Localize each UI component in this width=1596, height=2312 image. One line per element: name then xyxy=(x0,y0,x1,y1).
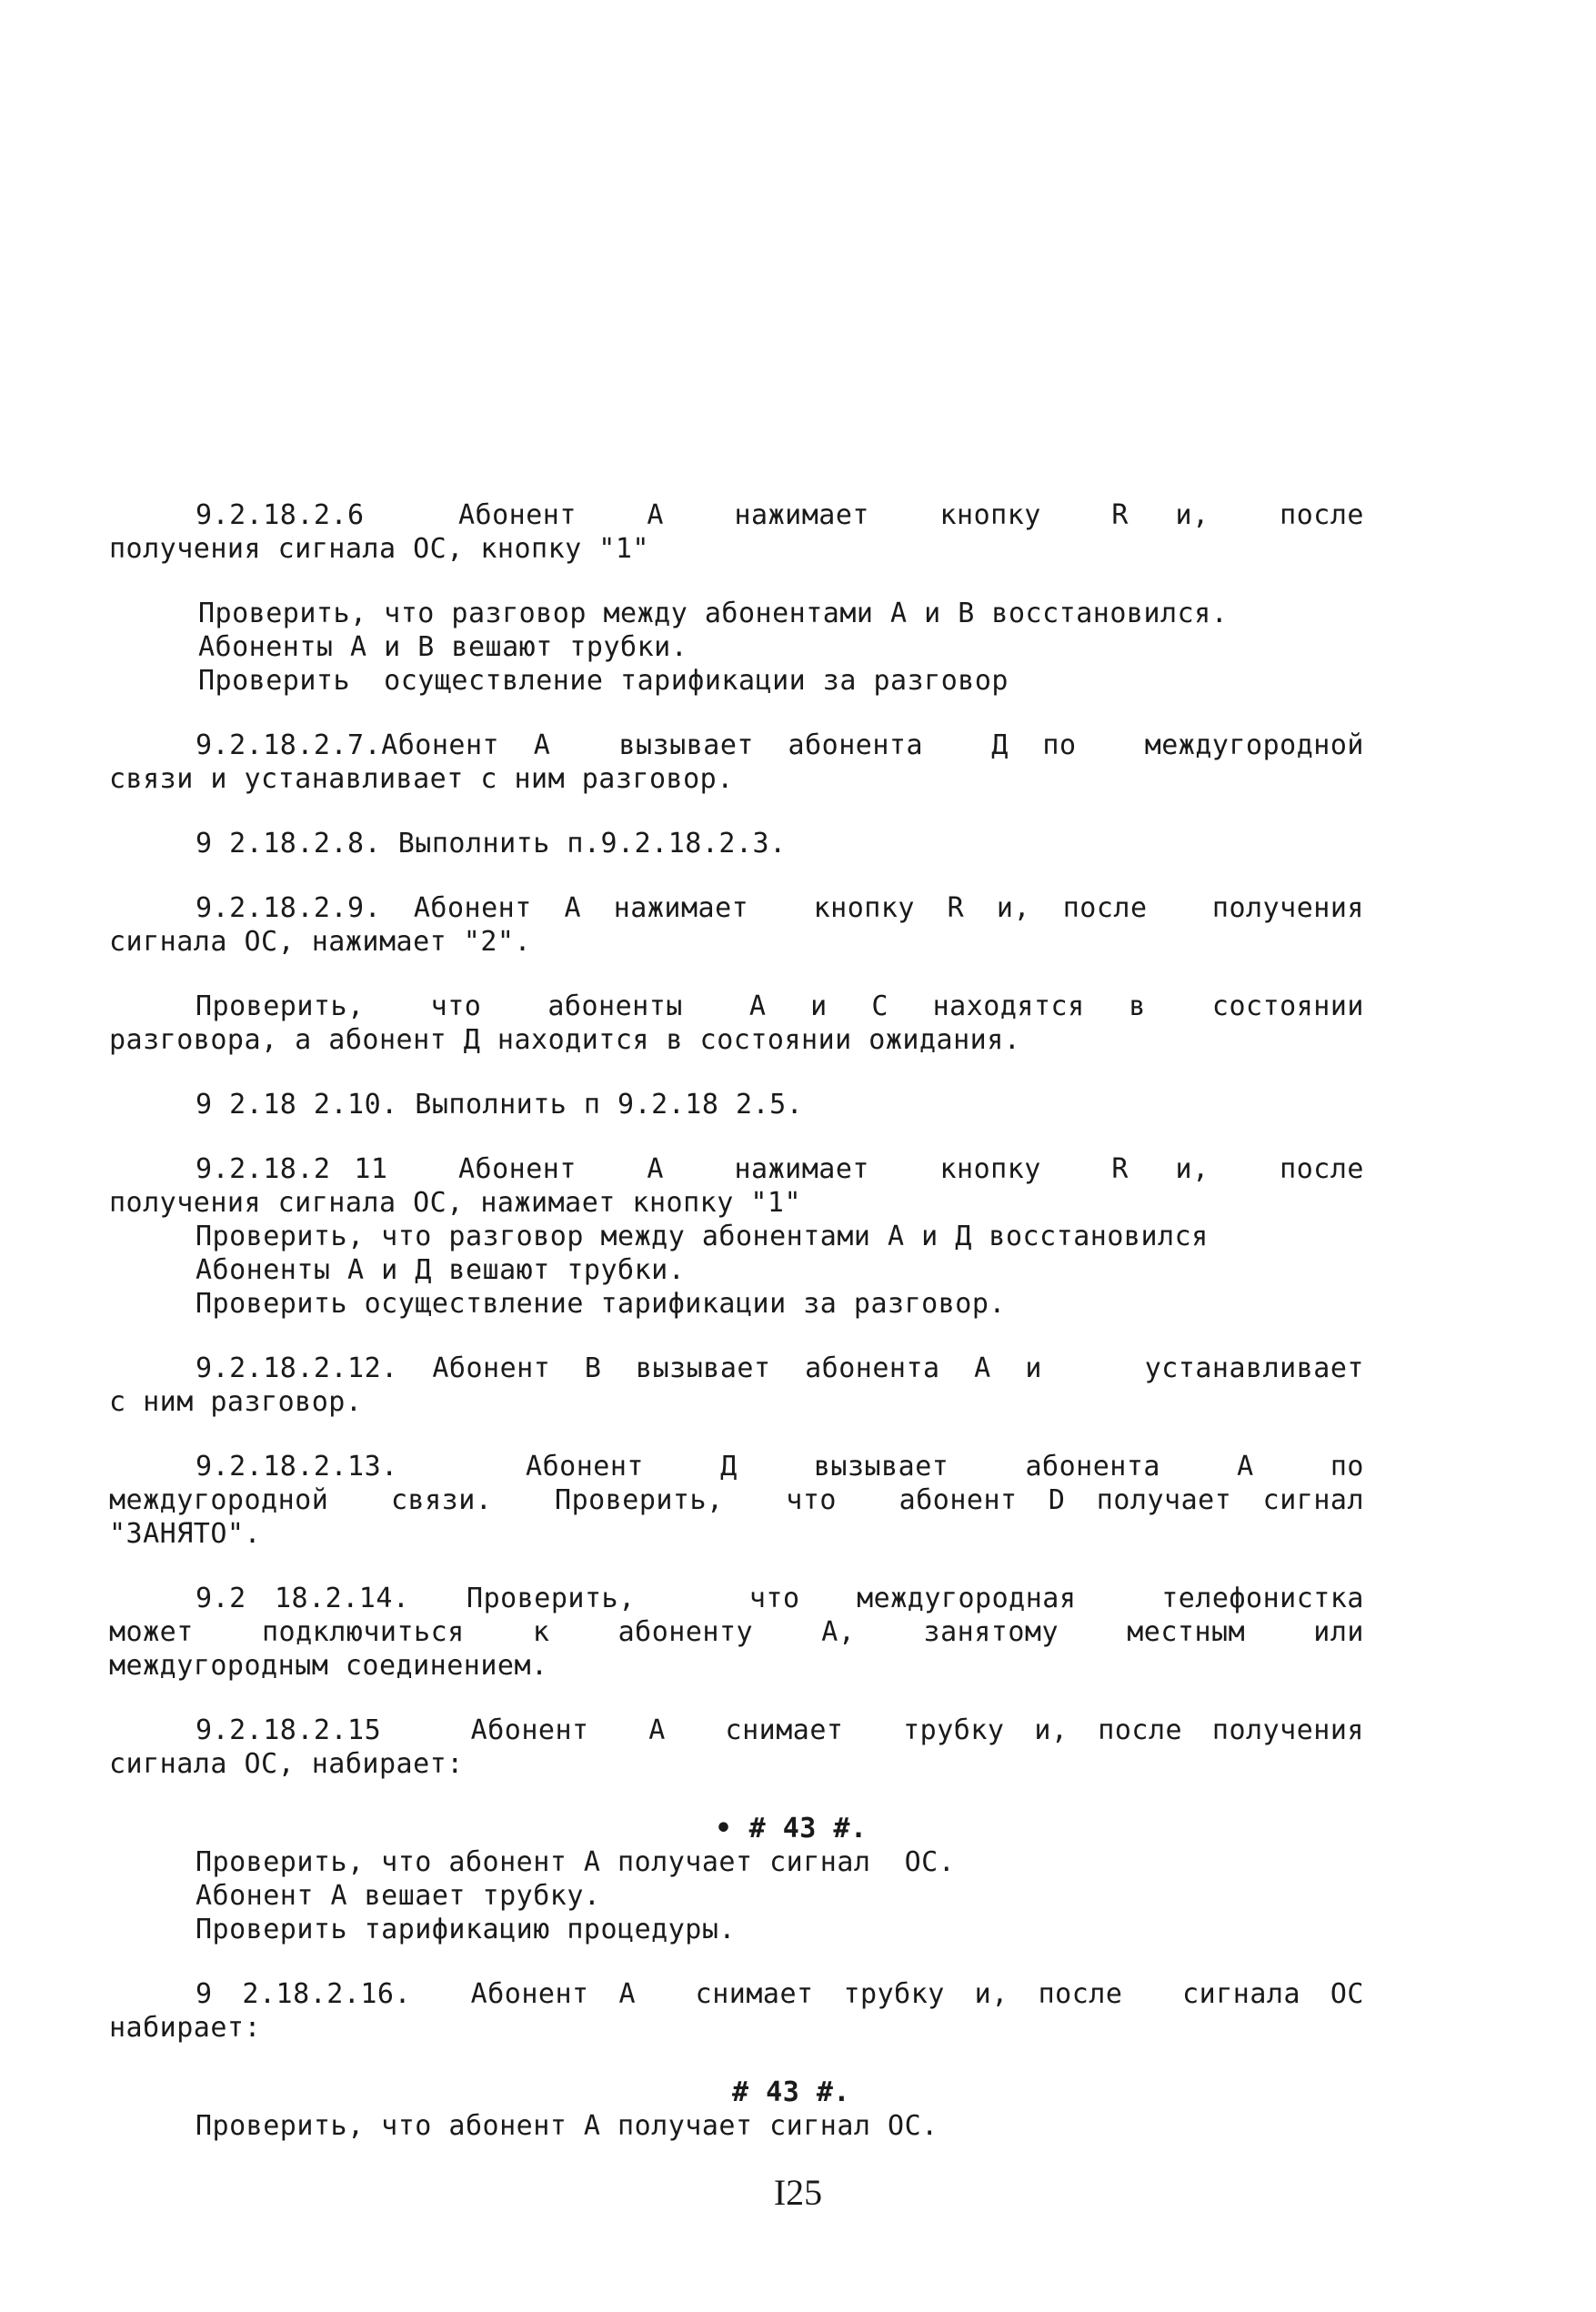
paragraph-9-2-18-2-9 xyxy=(109,891,1364,959)
text-line: Проверить тарификацию процедуры. xyxy=(196,1914,736,1945)
text-line: 9.2.18.2.12. Абонент В вызывает абонента А и устанавливает xyxy=(196,1352,1364,1384)
text-line: Абоненты А и В вешают трубки. xyxy=(198,631,688,663)
document-body xyxy=(109,498,1364,2166)
text-line: Проверить осуществление тарификации за разговор xyxy=(198,665,1009,697)
paragraph-9-2-18-2-16 xyxy=(109,1977,1364,2045)
text-line: сигнала ОС, нажимает "2". xyxy=(109,926,532,958)
check-block-a-c xyxy=(109,990,1364,1057)
text-line: 9 2.18.2.8. Выполнить п.9.2.18.2.3. xyxy=(196,828,787,859)
text-line: связи и устанавливает с ним разговор. xyxy=(109,763,734,795)
paragraph-9-2-18-2-14 xyxy=(109,1582,1364,1683)
text-line: набирает: xyxy=(109,2012,262,2044)
text-line: 9.2.18.2.7.Абонент А вызывает абонента Д по междугородной xyxy=(196,729,1364,761)
text-line: 9.2 18.2.14. Проверить, что междугородная телефонистка xyxy=(196,1583,1364,1614)
text-line: 9.2.18.2.13. Абонент Д вызывает абонента А по xyxy=(196,1451,1364,1483)
text-line: с ним разговор. xyxy=(109,1386,363,1418)
paragraph-9-2-18-2-13 xyxy=(109,1450,1364,1551)
text-line: разговора, а абонент Д находится в состоянии ожидания. xyxy=(109,1024,1021,1056)
text-line: "ЗАНЯТО". xyxy=(109,1518,262,1550)
dial-code-block-1 xyxy=(109,1812,1364,1946)
dial-code-block-2 xyxy=(109,2076,1364,2143)
text-line: 9 2.18.2.16. Абонент А снимает трубку и, после сигнала ОС xyxy=(196,1978,1364,2010)
text-line: может подключиться к абоненту А, занятому местным или xyxy=(109,1616,1364,1648)
text-line: Проверить, что абоненты А и С находятся в состоянии xyxy=(196,990,1364,1022)
text-line: 9.2.18.2.15 Абонент А снимает трубку и, после получения xyxy=(196,1714,1364,1746)
text-line: получения сигнала ОС, нажимает кнопку "1" xyxy=(109,1187,802,1219)
paragraph-9-2-18-2-12 xyxy=(109,1352,1364,1419)
page-number: I25 xyxy=(773,2172,823,2213)
dial-code: • # 43 #. xyxy=(715,1813,868,1845)
paragraph-9-2-18-2-8 xyxy=(109,827,1364,860)
dial-code: # 43 #. xyxy=(732,2076,850,2108)
paragraph-9-2-18-2-7 xyxy=(109,729,1364,796)
paragraph-9-2-18-2-6 xyxy=(109,498,1364,566)
text-line: 9 2.18 2.10. Выполнить п 9.2.18 2.5. xyxy=(196,1089,804,1121)
text-line: Проверить, что абонент А получает сигнал ОС. xyxy=(196,2110,939,2142)
text-line: 9.2.18.2 11 Абонент А нажимает кнопку R и, после xyxy=(196,1153,1364,1185)
text-line: междугородным соединением. xyxy=(109,1650,548,1682)
text-line: междугородной связи. Проверить, что абонент D получает сигнал xyxy=(109,1484,1364,1516)
text-line: Проверить, что разговор между абонентами А и Д восстановился xyxy=(196,1221,1209,1252)
text-line: сигнала ОС, набирает: xyxy=(109,1748,464,1780)
text-line: Проверить, что разговор между абонентами А и В восстановился. xyxy=(198,598,1229,629)
text-line: Абонент А вешает трубку. xyxy=(196,1880,601,1912)
paragraph-9-2-18-2-15 xyxy=(109,1714,1364,1781)
text-line: Проверить осуществление тарификации за разговор. xyxy=(196,1288,1006,1320)
text-line: Проверить, что абонент А получает сигнал ОС. xyxy=(196,1846,956,1878)
check-block-a-b xyxy=(109,597,1364,698)
text-line: 9.2.18.2.9. Абонент А нажимает кнопку R и, после получения xyxy=(196,892,1364,924)
text-line: 9.2.18.2.6 Абонент А нажимает кнопку R и, после xyxy=(196,499,1364,531)
text-line: Абоненты А и Д вешают трубки. xyxy=(196,1254,686,1286)
paragraph-9-2-18-2-11 xyxy=(109,1152,1364,1321)
text-line: получения сигнала ОС, кнопку "1" xyxy=(109,533,649,565)
paragraph-9-2-18-2-10 xyxy=(109,1088,1364,1121)
